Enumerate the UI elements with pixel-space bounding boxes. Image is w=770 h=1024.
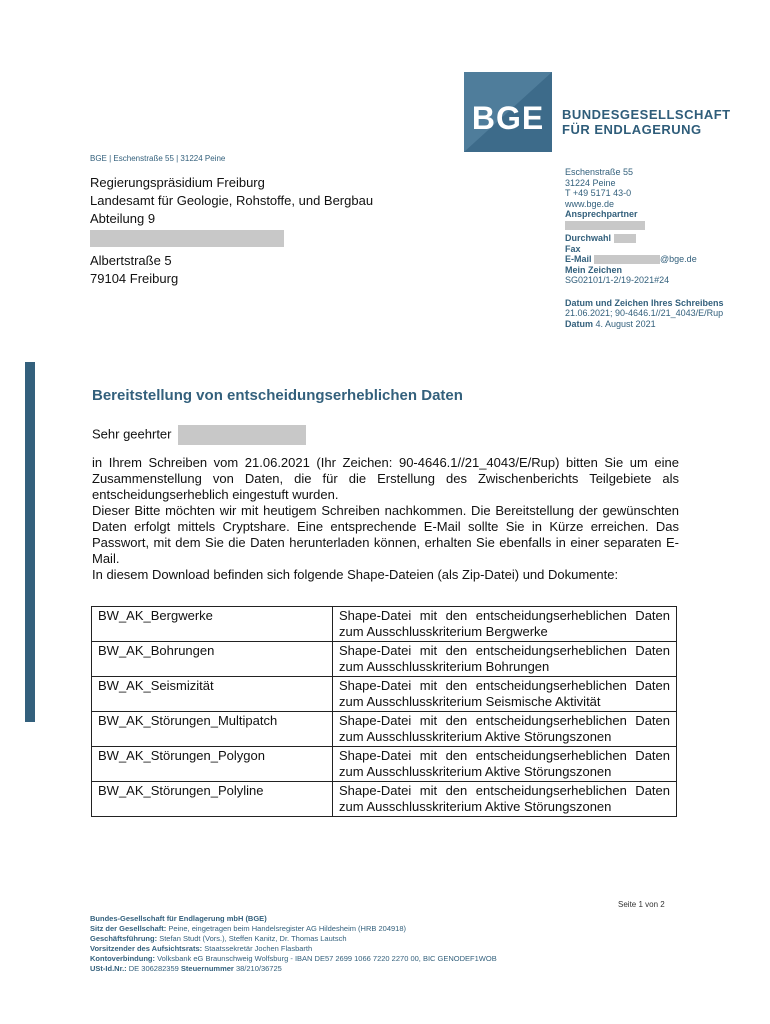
salutation-text: Sehr geehrter — [92, 426, 172, 442]
recipient-line1: Regierungspräsidium Freiburg — [90, 175, 265, 190]
left-accent-bar — [25, 362, 35, 722]
file-desc-cell: Shape-Datei mit den entscheidungserheblichen Daten zum Ausschlusskriterium Bohrungen — [333, 642, 677, 677]
letter-body — [92, 455, 679, 583]
footer-ust: DE 306282359 — [128, 964, 179, 973]
footer-gf: Stefan Studt (Vors.), Steffen Kanitz, Dr. Thomas Lautsch — [159, 934, 347, 943]
table-row — [92, 607, 677, 642]
footer-steuer-label: Steuernummer — [180, 964, 234, 973]
logo-name-line1: BUNDESGESELLSCHAFT — [562, 107, 731, 122]
file-name-cell: BW_AK_Bergwerke — [92, 607, 333, 642]
salutation — [92, 425, 306, 445]
recipient-street: Albertstraße 5 — [90, 253, 172, 268]
table-row — [92, 677, 677, 712]
recipient-redaction — [90, 230, 284, 247]
recipient-city: 79104 Freiburg — [90, 271, 179, 286]
email-redaction — [594, 255, 660, 264]
footer-ar: Staatssekretär Jochen Flasbarth — [204, 944, 313, 953]
footer-gf-label: Geschäftsführung: — [90, 934, 158, 943]
datum-label: Datum — [565, 318, 594, 329]
footer-steuer: 38/210/36725 — [235, 964, 282, 973]
fax-label: Fax — [565, 243, 581, 254]
page-number: Seite 1 von 2 — [618, 900, 665, 909]
footer-konto-label: Kontoverbindung: — [90, 954, 155, 963]
email-domain: @bge.de — [660, 254, 697, 264]
footer-ust-label: USt-Id.Nr.: — [90, 964, 127, 973]
contact-phone: T +49 5171 43-0 — [565, 188, 632, 198]
file-desc-cell: Shape-Datei mit den entscheidungserheblichen Daten zum Ausschlusskriterium Aktive Störungszonen — [333, 747, 677, 782]
contact-info — [565, 167, 724, 329]
mein-zeichen-label: Mein Zeichen — [565, 264, 623, 275]
footer-sitz: Peine, eingetragen beim Handelsregister AG Hildesheim (HRB 204918) — [168, 924, 407, 933]
logo-name-line2: FÜR ENDLAGERUNG — [562, 122, 702, 137]
table-row — [92, 712, 677, 747]
body-paragraph-1: in Ihrem Schreiben vom 21.06.2021 (Ihr Zeichen: 90-4646.1//21_4043/E/Rup) bitten Sie um eine Zusammenstellung von Daten, die für die Erstellung des Zwischenberichts Teilgebiete als entscheidungserheblich eingestuft wurden. — [92, 455, 679, 502]
datum-zeichen: 21.06.2021; 90-4646.1//21_4043/E/Rup — [565, 308, 724, 318]
ansprechpartner-redaction — [565, 221, 645, 230]
datum-value: 4. August 2021 — [595, 318, 656, 329]
salutation-redaction — [178, 425, 306, 445]
file-desc-cell: Shape-Datei mit den entscheidungserheblichen Daten zum Ausschlusskriterium Aktive Störungszonen — [333, 782, 677, 817]
recipient-line3: Abteilung 9 — [90, 211, 156, 226]
file-desc-cell: Shape-Datei mit den entscheidungserheblichen Daten zum Ausschlusskriterium Bergwerke — [333, 607, 677, 642]
email-label: E-Mail — [565, 254, 592, 264]
file-name-cell: BW_AK_Seismizität — [92, 677, 333, 712]
file-name-cell: BW_AK_Bohrungen — [92, 642, 333, 677]
table-row — [92, 642, 677, 677]
contact-city: 31224 Peine — [565, 177, 616, 188]
body-paragraph-3: In diesem Download befinden sich folgende Shape-Dateien (als Zip-Datei) und Dokumente: — [92, 567, 619, 582]
footer-sitz-label: Sitz der Gesellschaft: — [90, 924, 167, 933]
footer-ar-label: Vorsitzender des Aufsichtsrats: — [90, 944, 203, 953]
footer-konto: Volksbank eG Braunschweig Wolfsburg - IBAN DE57 2699 1066 7220 2270 00, BIC GENODEF1WOB — [157, 954, 497, 963]
contact-web[interactable]: www.bge.de — [565, 198, 615, 209]
sender-line: BGE | Eschenstraße 55 | 31224 Peine — [90, 154, 226, 163]
datum-zeichen-label: Datum und Zeichen Ihres Schreibens — [565, 297, 724, 308]
table-row — [92, 747, 677, 782]
file-table — [91, 606, 677, 817]
file-name-cell: BW_AK_Störungen_Multipatch — [92, 712, 333, 747]
file-desc-cell: Shape-Datei mit den entscheidungserheblichen Daten zum Ausschlusskriterium Aktive Störungszonen — [333, 712, 677, 747]
letter-subject: Bereitstellung von entscheidungserheblichen Daten — [92, 387, 463, 404]
footer-company: Bundes-Gesellschaft für Endlagerung mbH (BGE) — [90, 914, 267, 923]
letter-footer — [90, 914, 497, 974]
logo-company-name — [562, 107, 731, 137]
ansprechpartner-label: Ansprechpartner — [565, 209, 638, 219]
recipient-line2: Landesamt für Geologie, Rohstoffe, und Bergbau — [90, 193, 374, 208]
durchwahl-redaction — [614, 234, 636, 243]
recipient-address — [90, 174, 373, 288]
file-desc-cell: Shape-Datei mit den entscheidungserheblichen Daten zum Ausschlusskriterium Seismische Aktivität — [333, 677, 677, 712]
body-paragraph-2: Dieser Bitte möchten wir mit heutigem Schreiben nachkommen. Die Bereitstellung der gewünschten Daten erfolgt mittels Cryptshare. Eine entsprechende E-Mail sollte Sie in Kürze erreichen. Das Passwort, mit dem Sie die Daten herunterladen können, erhalten Sie ebenfalls in einer separaten E-Mail. — [92, 503, 679, 566]
file-name-cell: BW_AK_Störungen_Polyline — [92, 782, 333, 817]
table-row — [92, 782, 677, 817]
logo-mark: BGE — [471, 100, 545, 136]
contact-street: Eschenstraße 55 — [565, 167, 634, 177]
file-name-cell: BW_AK_Störungen_Polygon — [92, 747, 333, 782]
mein-zeichen: SG02101/1-2/19-2021#24 — [565, 275, 670, 285]
bge-logo — [464, 72, 552, 152]
durchwahl-label: Durchwahl — [565, 233, 612, 243]
